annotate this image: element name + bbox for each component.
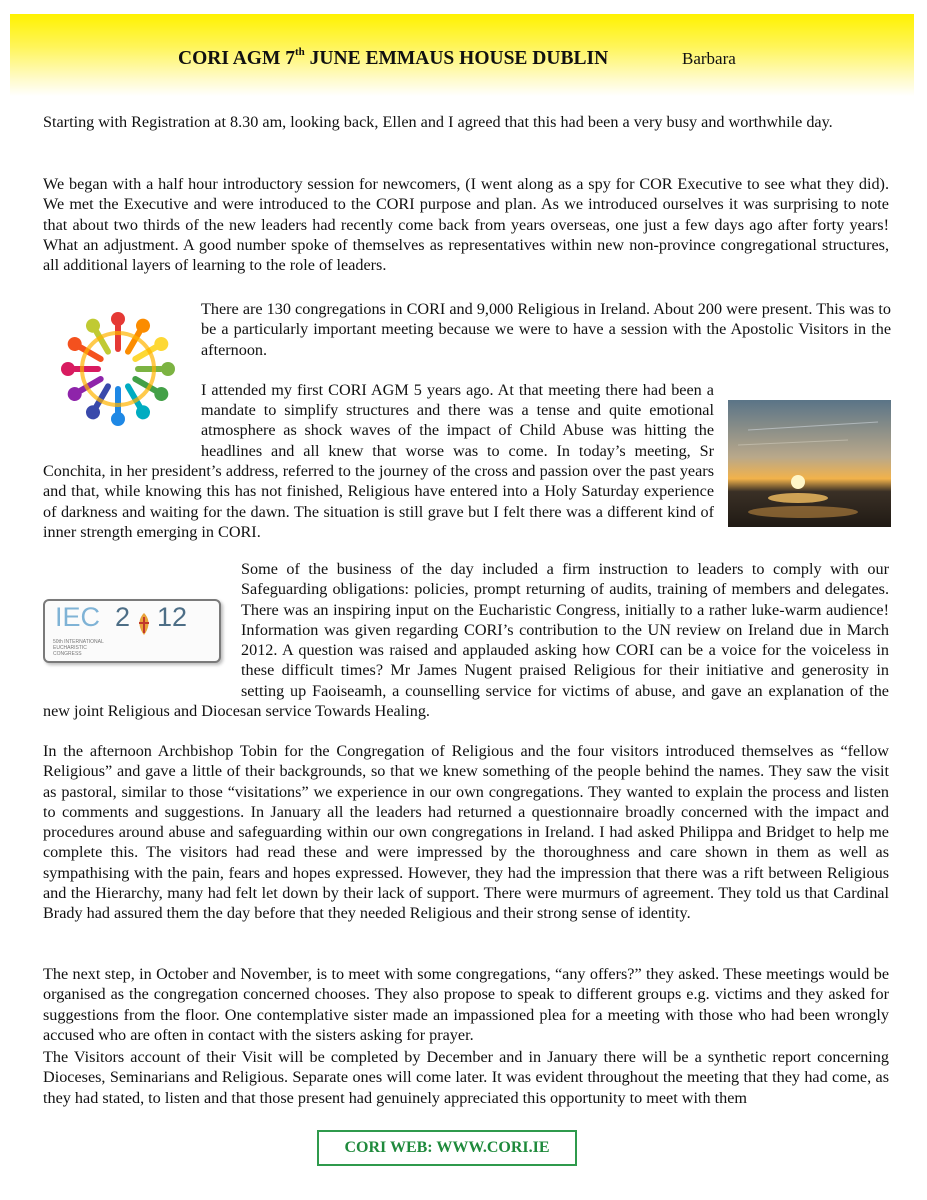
paragraph-congregations: There are 130 congregations in CORI and 9,000 Religious in Ireland. About 200 were present. This was to be a particularly important meeting because we were to have a session with the Apostolic Visitors in the afternoon. — [201, 300, 891, 359]
paragraph-newcomers: We began with a half hour introductory session for newcomers, (I went along as a spy for COR Executive to see what they did). We met the Executive and were introduced to the CORI purpose and plan. As we introduced ourselves it was surprising to note that about two thirds of the new leaders had recently come back from years overseas, one just a few days ago after forty years! What an adjustment. A good number spoke of themselves as representatives within new non-province congregational structures, all additional layers of learning to the role of leaders. — [43, 175, 889, 275]
cori-web-link[interactable]: CORI WEB: WWW.CORI.IE — [317, 1130, 577, 1166]
author-name: Barbara — [682, 49, 736, 68]
people-circle-image — [43, 299, 201, 441]
paragraph-afternoon: In the afternoon Archbishop Tobin for the Congregation of Religious and the four visitors introduced themselves as “fellow Religious” and gave a little of their backgrounds, so that we knew something of the people behind the names. They saw the visit as pastoral, similar to those “visitations” we experience in our own congregations. They wanted to explain the process and listen to comments and suggestions. In January all the leaders had returned a questionnaire broadly concerned with the impact and procedures around abuse and safeguarding within our own congregations in Ireland. I had asked Philippa and Bridget to help me complete this. The visitors had read these and were impressed by the thoroughness and care shown in them as well as sympathising with the pain, fears and hopes expressed. However, they had the impression that there was a rift between Religious and the Hierarchy, many had felt let down by their lack of support. There were murmurs of agreement. They told us that Cardinal Brady had assured them the day before that they needed Religious and their strong sense of identity. — [43, 742, 889, 923]
paragraph-next-step: The next step, in October and November, is to meet with some congregations, “any offers?” they asked. These meetings would be organised as the congregation concerned chooses. They also propose to speak to different groups e.g. victims and they asked for suggestions from the floor. One contemplative sister made an impassioned plea for a meeting with those who had been wrongly accused who are often in contact with the sisters asking for prayer. — [43, 965, 889, 1044]
iec-logo: IEC 2 12 50th INTERNATIONAL EUCHARISTIC CONGRESS — [43, 599, 241, 681]
article-block-agm — [43, 299, 891, 542]
page-title: CORI AGM 7th JUNE EMMAUS HOUSE DUBLIN — [178, 46, 609, 69]
sunset-image — [728, 400, 891, 529]
paragraph-first-agm: I attended my first CORI AGM 5 years ago. At that meeting there had been a mandate to simplify structures and there was a tense and quite emotional atmosphere as shock waves of the impact of Child Abuse was hitting the headlines and all knew that worse was to come. In today’s meeting, Sr Conchita, in her president’s address, referred to the journey of the cross and passion over the past years and that, while knowing this has not finished, Religious have entered into a Holy Saturday experience of darkness and waiting for the dawn. The situation is still grave but I felt there was a different kind of inner strength emerging in CORI. — [43, 380, 714, 541]
paragraph-registration: Starting with Registration at 8.30 am, looking back, Ellen and I agreed that this had been a very busy and worthwhile day. — [43, 113, 833, 131]
paragraph-visitors-account: The Visitors account of their Visit will be completed by December and in January there will be a synthetic report concerning Dioceses, Seminarians and Religious. Separate ones will come later. It was evident throughout the meeting that they had come, as they had stated, to listen and that those present had genuinely appreciated this opportunity to meet with them — [43, 1048, 889, 1107]
cross-flame-icon — [133, 611, 155, 637]
article-block-business — [43, 559, 889, 721]
paragraph-business: Some of the business of the day included a firm instruction to leaders to comply with our Safeguarding obligations: policies, prompt returning of audits, training of members and delegates. There was an inspiring input on the Eucharistic Congress, initially to a rather luke-warm audience! Information was given regarding CORI’s contribution to the UN review on Ireland due in March 2012. A question was raised and applauded asking how CORI can be a voice for the voiceless in these difficult times? Mr James Nugent praised Religious for their initiative and generosity in setting up Faoiseamh, a counselling service for victims of abuse, and gave an explanation of the new joint Religious and Diocesan service Towards Healing. — [43, 560, 889, 721]
